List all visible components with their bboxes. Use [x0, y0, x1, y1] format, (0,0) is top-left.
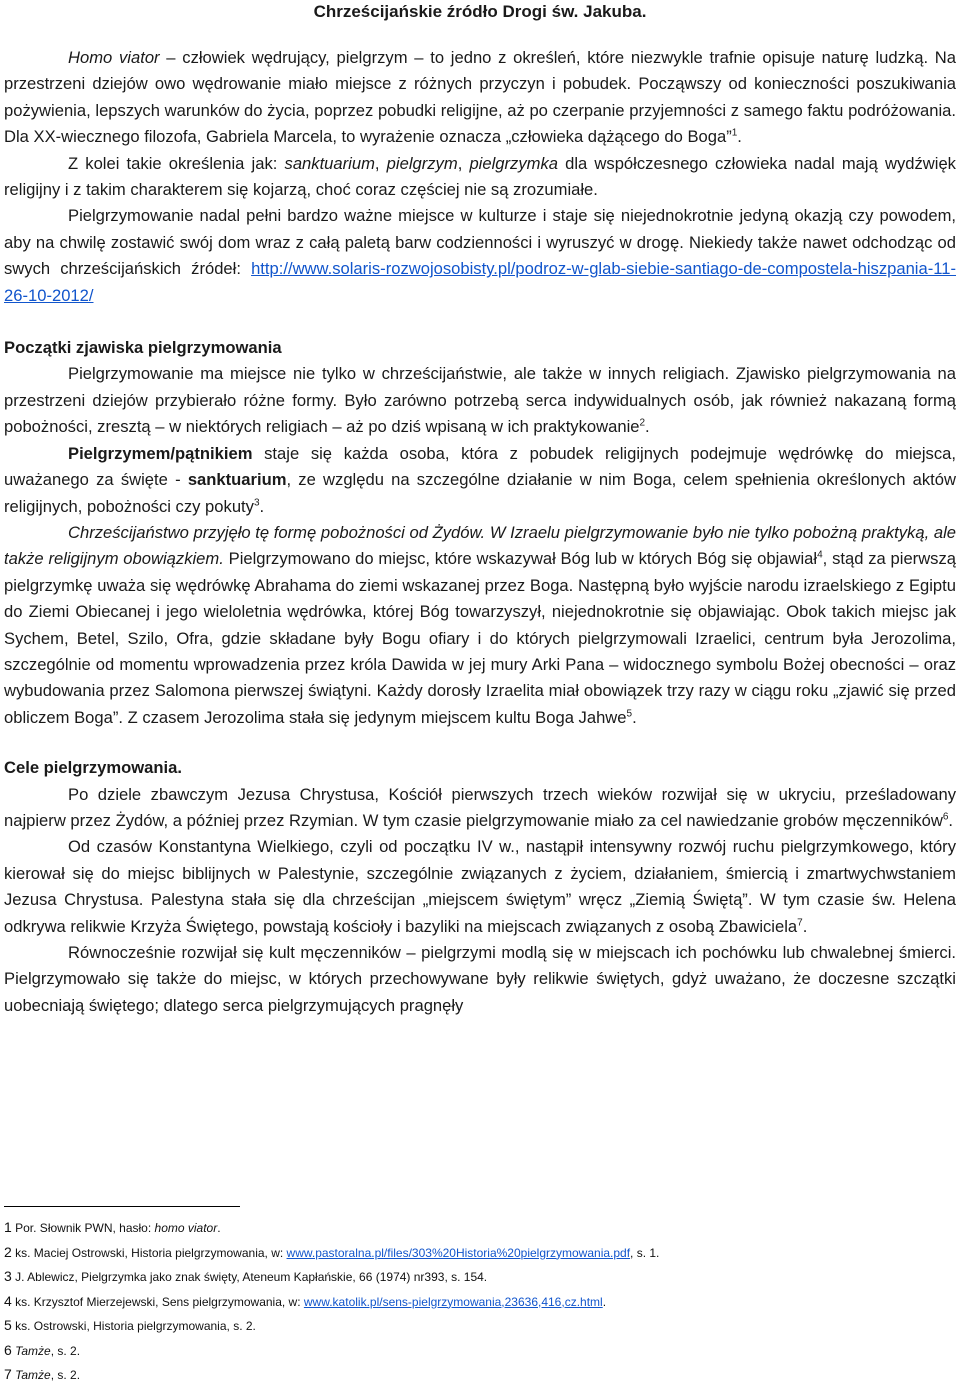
text-run: , ze względu na szczególne działanie w nim Boga, celem spełnienia określonych aktów religijnych, pobożności czy pokuty: [4, 470, 956, 516]
footnote-ref: 4: [817, 549, 823, 561]
body-paragraph: [4, 834, 956, 940]
footnote: [4, 1338, 956, 1363]
footnote-ref: 7: [797, 917, 803, 929]
text-run: .: [217, 1221, 221, 1235]
text-run: Po dziele zbawczym Jezusa Chrystusa, Kościół pierwszych trzech wieków rozwijał się w ukryciu, prześladowany najpierw przez Żydów, a później przez Rzymian. W tym czasie pielgrzymowanie miało za cel nawiedzanie grobów męczenników: [4, 784, 956, 830]
footnote: [4, 1362, 956, 1387]
footnote: [4, 1240, 956, 1265]
text-run: , stąd za pierwszą pielgrzymkę uważa się wędrówkę Abrahama do ziemi wskazanej przez Boga. Następną było wyjście narodu izraelskiego z Egiptu do Ziemi Obiecanej i jego wieloletnia wędrówka, której Bóg towarzyszył, niejednokrotnie się objawiając. Obok takich miejsc jak Sychem, Betel, Szilo, Ofra, gdzie składane były Bogu ofiary i do których pielgrzymowali Izraelici, centrum była Jerozolima, szczególnie od momentu wprowadzenia przez króla Dawida w jej mury Arki Pana – widocznego symbolu Bożej obecności – oraz wybudowania przez Salomona pierwszej świątyni. Każdy dorosły Izraelita miał obowiązek trzy razy w ciągu roku „zjawić się przed obliczem Boga”. Z czasem Jerozolima stała się jedynym miejscem kultu Boga Jahwe: [4, 549, 956, 727]
text-run: Pielgrzymowanie ma miejsce nie tylko w chrześcijaństwie, ale także w innych religiach. Zjawisko pielgrzymowania na przestrzeni dziejów przybierało różne formy. Było zarówno potrzebą serca indywidualnych osób, jak również nakazaną formą pobożności, zresztą – w niektórych religiach – aż po dziś wpisaną w ich praktykowanie: [4, 364, 956, 437]
text-run: .: [645, 417, 650, 437]
text-run: , s. 2.: [50, 1343, 81, 1358]
footnote: [4, 1289, 956, 1314]
text-run: Homo viator: [68, 48, 160, 67]
footnote-ref: 5: [626, 708, 633, 720]
text-run: .: [259, 496, 265, 516]
text-run: ,: [374, 153, 387, 173]
footnote-ref: 2: [639, 417, 646, 429]
text-run: Pielgrzymowano do miejsc, które wskazywał Bóg lub w których Bóg się objawiał: [223, 549, 818, 569]
footnote-ref: 3: [253, 496, 260, 508]
text-run: Od czasów Konstantyna Wielkiego, czyli od początku IV w., nastąpił intensywny rozwój ruchu pielgrzymkowego, który kierował się do miejsc biblijnych w Palestynie, szczególnie związanych z życiem, działaniem, śmiercią i zmartwychwstaniem Jezusa Chrystusa. Palestyna stała się dla chrześcijan „miejscem świętym” wręcz „Ziemią Świętą”. W tym czasie św. Helena odkrywa relikwie Krzyża Świętego, powstają kościoły i bazyliki na miejscach związanych z osobą Zbawiciela: [4, 837, 956, 936]
text-run: pielgrzymka: [469, 153, 558, 173]
footnote-number: 3: [4, 1268, 12, 1284]
text-run: Pielgrzymem/pątnikiem: [68, 443, 253, 463]
text-run: staje się każda osoba, która z pobudek religijnych podejmuje wędrówkę do miejsca, uważanego za święte -: [4, 443, 956, 490]
intro-paragraph: [4, 45, 956, 151]
text-run: .: [632, 707, 637, 727]
footnote: [4, 1313, 956, 1338]
footnote-number: 7: [4, 1366, 12, 1382]
text-run: homo viator: [154, 1221, 218, 1235]
footnote-number: 5: [4, 1317, 12, 1333]
text-run: ,: [457, 153, 470, 173]
intro: [4, 45, 956, 309]
body-paragraph: [4, 520, 956, 731]
text-run: – człowiek wędrujący, pielgrzym – to jedno z określeń, które niezwykle trafnie opisuje naturę ludzką. Na przestrzeni dziejów owo wędrowanie miało miejsce z różnych przyczyn i pobudek. Począwszy od konieczności poszukiwania pożywienia, lepszych warunków do życia, poprzez pobudki religijne, aż po czerpanie przyjemności z samego faktu podróżowania. Dla XX-wiecznego filozofa, Gabriela Marcela, to wyrażenie oznacza „człowieka dążącego do Boga”: [4, 48, 956, 147]
text-run: pielgrzym: [386, 153, 458, 173]
text-run: Z kolei takie określenia jak:: [68, 153, 285, 173]
text-run: ks. Ostrowski, Historia pielgrzymowania, s. 2.: [11, 1319, 256, 1333]
text-run: .: [802, 916, 808, 936]
body-paragraph: [4, 782, 956, 835]
footnote-number: 4: [4, 1292, 12, 1309]
text-run: Równocześnie rozwijał się kult męczenników – pielgrzymi modlą się w miejscach ich pochówku lub chwalebnej śmierci. Pielgrzymowało się także do miejsc, w których przechowywane były relikwie świętych, gdyż uważano, że doczesne szczątki uobecniają świętego; dlatego serca pielgrzymujących pragnęły: [4, 943, 956, 1015]
text-run: Tamże: [15, 1343, 51, 1358]
footnotes: [4, 1206, 956, 1387]
text-run: ks. Krzysztof Mierzejewski, Sens pielgrzymowania, w:: [11, 1294, 304, 1309]
text-run: Por. Słownik PWN, hasło:: [11, 1221, 155, 1235]
footnote-separator: [4, 1206, 240, 1207]
body-paragraph: [4, 441, 956, 520]
hyperlink[interactable]: http://www.solaris-rozwojosobisty.pl/podroz-w-glab-siebie-santiago-de-compostela-hiszpania-11-26-10-2012/: [4, 259, 956, 305]
intro-paragraph: [4, 203, 956, 309]
text-run: , s. 2.: [50, 1368, 81, 1382]
body-paragraph: [4, 940, 956, 1019]
text-run: .: [948, 810, 954, 830]
text-run: , s. 1.: [630, 1245, 660, 1260]
text-run: J. Ablewicz, Pielgrzymka jako znak święty, Ateneum Kapłańskie, 66 (1974) nr393, s. 154.: [11, 1270, 488, 1284]
text-run: dla współczesnego człowieka nadal mają wydźwięk religijny i z takim charakterem się kojarzą, choć coraz częściej nie są zrozumiałe.: [4, 153, 956, 200]
footnote-number: 6: [4, 1341, 12, 1358]
section-goals: [4, 782, 956, 1020]
hyperlink[interactable]: www.pastoralna.pl/files/303%20Historia%20pielgrzymowania.pdf: [286, 1245, 631, 1260]
intro-paragraph: [4, 151, 956, 204]
footnote-ref: 6: [942, 811, 949, 823]
text-run: Tamże: [15, 1368, 51, 1382]
text-run: sanktuarium: [187, 470, 287, 490]
section-heading: Cele pielgrzymowania.: [4, 758, 182, 778]
body-paragraph: [4, 361, 956, 440]
text-run: sanktuarium: [284, 153, 375, 173]
hyperlink[interactable]: www.katolik.pl/sens-pielgrzymowania,23636,416,cz.html: [303, 1294, 603, 1309]
text-run: Pielgrzymowanie nadal pełni bardzo ważne miejsce w kulturze i staje się niejednokrotnie jedyną okazją czy powodem, aby na chwilę zostawić swój dom wraz z całą paletą barw codzienności i wyruszyć w drogę. Niekiedy także nawet odchodząc od swych chrześcijańskich źródeł:: [4, 206, 956, 279]
document-page: [4, 0, 956, 1019]
footnote-number: 2: [4, 1243, 12, 1260]
footnote-ref: 1: [731, 127, 738, 139]
section-heading: Początki zjawiska pielgrzymowania: [4, 338, 282, 358]
document-title: Chrześcijańskie źródło Drogi św. Jakuba.: [313, 2, 647, 21]
text-run: Chrześcijaństwo przyjęło tę formę pobożności od Żydów. W Izraelu pielgrzymowanie było nie tylko pobożną praktyką, ale także religijnym obowiązkiem.: [4, 522, 956, 569]
section-beginnings: [4, 361, 956, 731]
text-run: .: [737, 127, 742, 147]
text-run: .: [602, 1294, 607, 1309]
text-run: ks. Maciej Ostrowski, Historia pielgrzymowania, w:: [11, 1245, 287, 1260]
footnote-number: 1: [4, 1219, 12, 1235]
footnote: [4, 1264, 956, 1289]
footnote: [4, 1215, 956, 1240]
